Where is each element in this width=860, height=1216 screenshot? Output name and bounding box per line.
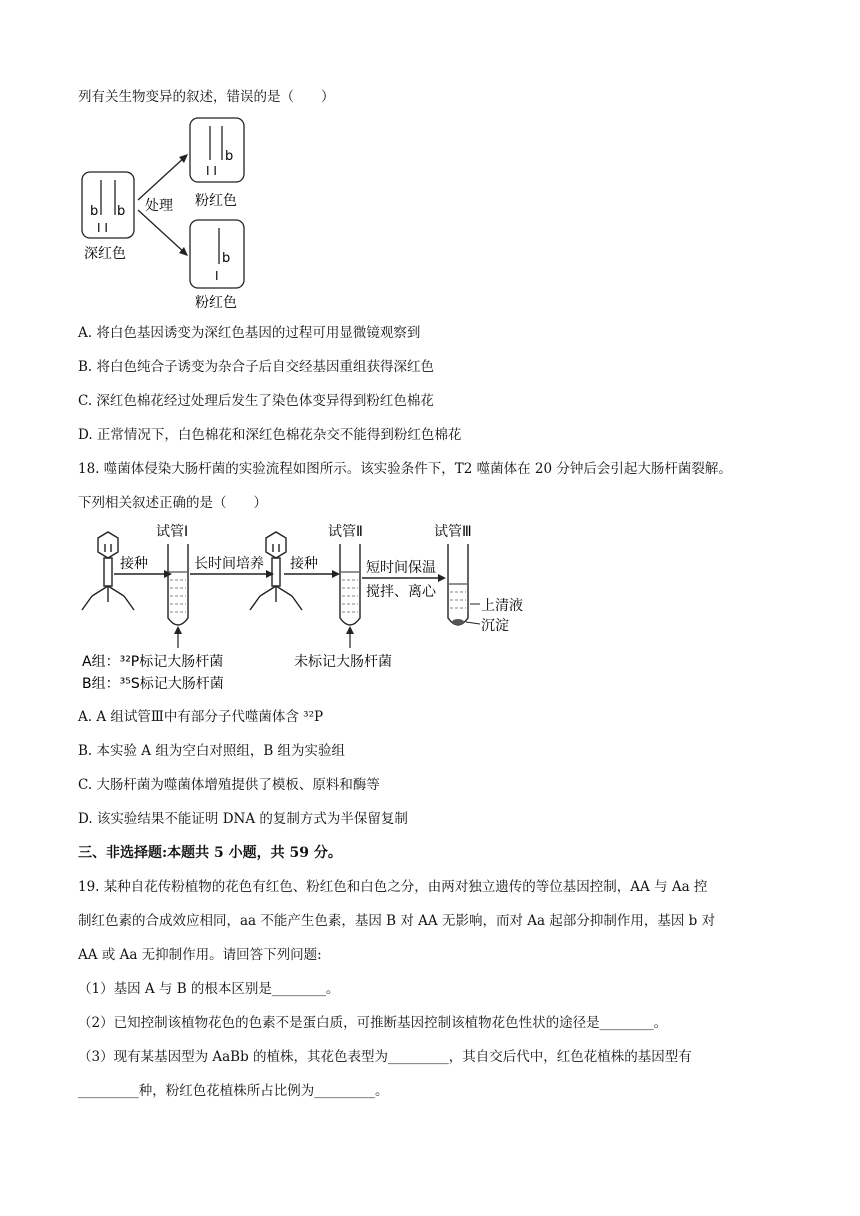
step3-label: 接种 <box>290 556 318 572</box>
q19-stem-line2: 制红色素的合成效应相同，aa 不能产生色素，基因 B 对 AA 无影响，而对 Aa 起部分抑制作用，基因 b 对 <box>78 913 716 929</box>
q18-option-c: C. 大肠杆菌为噬菌体增殖提供了模板、原料和酶等 <box>78 777 380 793</box>
top-right-color-label: 粉红色 <box>195 193 237 209</box>
tube3-label: 试管Ⅲ <box>434 524 472 540</box>
q19-sub3-line2: _________种，粉红色花植株所占比例为_________。 <box>78 1083 389 1099</box>
group-b-label: B组：³⁵S标记大肠杆菌 <box>82 676 224 692</box>
q18-stem-line2: 下列相关叙述正确的是（ ） <box>78 495 267 511</box>
tube1-label: 试管Ⅰ <box>156 524 189 540</box>
q19-sub3-line1: （3）现有某基因型为 AaBb 的植株，其花色表型为_________，其自交后代中，红色花植株的基因型有 <box>78 1049 692 1065</box>
test-tube-2 <box>340 544 360 625</box>
q18-option-a: A. A 组试管Ⅲ中有部分子代噬菌体含 ³²P <box>78 709 324 725</box>
left-color-label: 深红色 <box>84 246 126 262</box>
q17-option-b: B. 将白色纯合子诱变为杂合子后自交经基因重组获得深红色 <box>78 359 435 375</box>
step4-top-label: 短时间保温 <box>366 560 436 576</box>
q19-stem-line3: AA 或 Aa 无抑制作用。请回答下列问题: <box>78 947 322 963</box>
tube2-label: 试管Ⅱ <box>328 524 363 540</box>
q18-stem-line1: 18. 噬菌体侵染大肠杆菌的实验流程如图所示。该实验条件下，T2 噬菌体在 20 分钟后会引起大肠杆菌裂解。 <box>78 461 732 477</box>
sediment-label: 沉淀 <box>481 618 509 634</box>
top-right-roman-numeral: I I <box>206 164 217 178</box>
step1-label: 接种 <box>120 556 148 572</box>
step4-bottom-label: 搅拌、离心 <box>366 584 436 600</box>
q19-sub1: （1）基因 A 与 B 的根本区别是________。 <box>78 981 340 997</box>
step2-label: 长时间培养 <box>194 556 264 572</box>
left-roman-numeral: I I <box>97 221 108 235</box>
q17-stem: 列有关生物变异的叙述，错误的是（ ） <box>78 89 335 105</box>
q17-option-a: A. 将白色基因诱变为深红色基因的过程可用显微镜观察到 <box>78 325 421 341</box>
bottom-right-chrom-label: b <box>222 251 231 266</box>
left-chrom-label-b2: b <box>117 204 126 219</box>
test-tube-3 <box>448 544 468 625</box>
unlabeled-ecoli-label: 未标记大肠杆菌 <box>294 654 392 670</box>
chromosome-variation-figure <box>78 112 268 312</box>
q19-stem-line1: 19. 某种自花传粉植物的花色有红色、粉红色和白色之分，由两对独立遗传的等位基因控制，AA 与 Aa 控 <box>78 879 708 895</box>
q17-option-c: C. 深红色棉花经过处理后发生了染色体变异得到粉红色棉花 <box>78 393 434 409</box>
group-a-label: A组：³²P标记大肠杆菌 <box>82 654 224 670</box>
left-chrom-label-b1: b <box>90 204 99 219</box>
section3-heading: 三、非选择题:本题共 5 小题，共 59 分。 <box>78 845 342 861</box>
test-tube-1 <box>168 544 188 625</box>
phage-infection-figure <box>78 522 528 694</box>
bottom-right-roman-numeral: I <box>215 269 219 283</box>
q18-option-b: B. 本实验 A 组为空白对照组，B 组为实验组 <box>78 743 346 759</box>
q19-sub2: （2）已知控制该植物花色的色素不是蛋白质，可推断基因控制该植物花色性状的途径是________。 <box>78 1015 668 1031</box>
supernatant-label: 上清液 <box>481 598 523 614</box>
bottom-right-color-label: 粉红色 <box>195 295 237 311</box>
top-right-chrom-label: b <box>225 149 234 164</box>
q18-option-d: D. 该实验结果不能证明 DNA 的复制方式为半保留复制 <box>78 811 408 827</box>
treatment-label: 处理 <box>145 198 173 214</box>
q17-option-d: D. 正常情况下，白色棉花和深红色棉花杂交不能得到粉红色棉花 <box>78 427 462 443</box>
